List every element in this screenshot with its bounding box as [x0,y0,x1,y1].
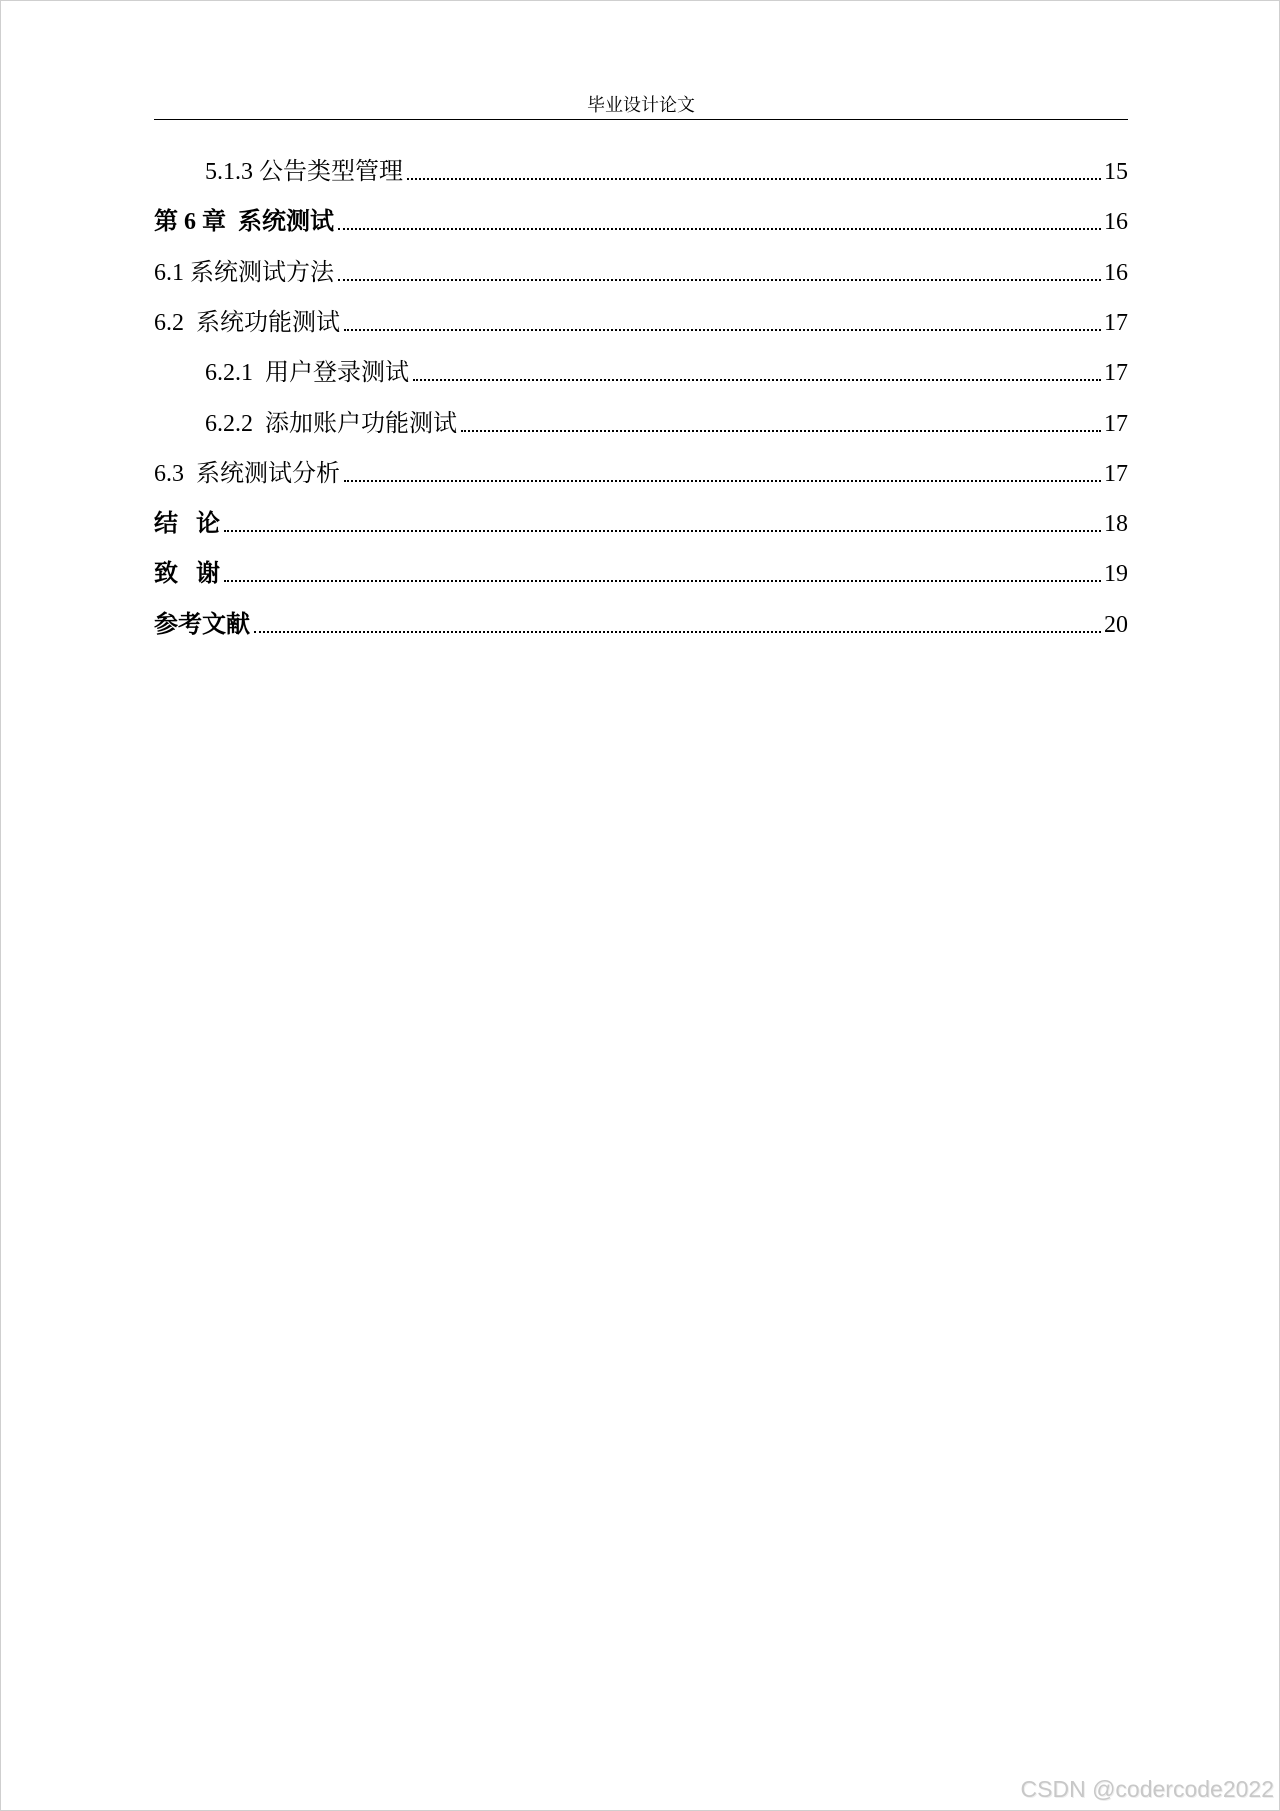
toc-page-number: 17 [1104,309,1128,336]
toc-dot-leader [344,329,1101,331]
toc-entry-label: 参考文献 [154,611,250,638]
toc-page-number: 18 [1104,511,1128,538]
toc-entry-label: 6.2 系统功能测试 [154,309,340,336]
toc-page-number: 15 [1104,159,1128,185]
toc-entry[interactable] [205,153,1128,187]
toc-entry-label: 结 论 [154,511,220,538]
toc-page-number: 17 [1104,360,1128,387]
toc-entry[interactable] [205,354,1128,388]
toc-dot-leader [254,631,1101,633]
toc-page-number: 17 [1104,460,1128,487]
toc-entry-label: 6.2.1 用户登录测试 [205,360,409,387]
toc-entry-label: 6.1 系统测试方法 [154,259,334,286]
toc-entry[interactable] [154,555,1128,589]
toc-page-number: 20 [1104,611,1128,638]
toc-dot-leader [407,178,1101,180]
toc-entry-label: 致 谢 [154,561,220,588]
watermark: CSDN @codercode2022 [1020,1776,1274,1802]
toc-page-number: 16 [1104,209,1128,236]
toc-dot-leader [344,480,1101,482]
toc-entry[interactable] [154,254,1128,288]
toc-dot-leader [224,580,1101,582]
page-header: 毕业设计论文 [587,95,695,115]
toc-dot-leader [413,379,1101,381]
toc-entry-label: 5.1.3 公告类型管理 [205,159,403,185]
toc-page-number: 16 [1104,259,1128,286]
toc-entry-label: 6.2.2 添加账户功能测试 [205,410,457,437]
toc-entry[interactable] [154,304,1128,338]
toc-entry[interactable] [154,606,1128,640]
toc-dot-leader [224,530,1101,532]
toc-page-number: 19 [1104,561,1128,588]
toc-page-number: 17 [1104,410,1128,437]
header-rule [154,119,1128,120]
toc-entry-label: 6.3 系统测试分析 [154,460,340,487]
toc-dot-leader [338,228,1101,230]
toc-entry[interactable] [154,505,1128,539]
toc-dot-leader [461,430,1101,432]
toc-entry-label: 第 6 章 系统测试 [154,209,334,236]
toc-entry[interactable] [154,455,1128,489]
toc-dot-leader [338,279,1101,281]
toc-entry[interactable] [205,405,1128,439]
toc-entry[interactable] [154,203,1128,237]
